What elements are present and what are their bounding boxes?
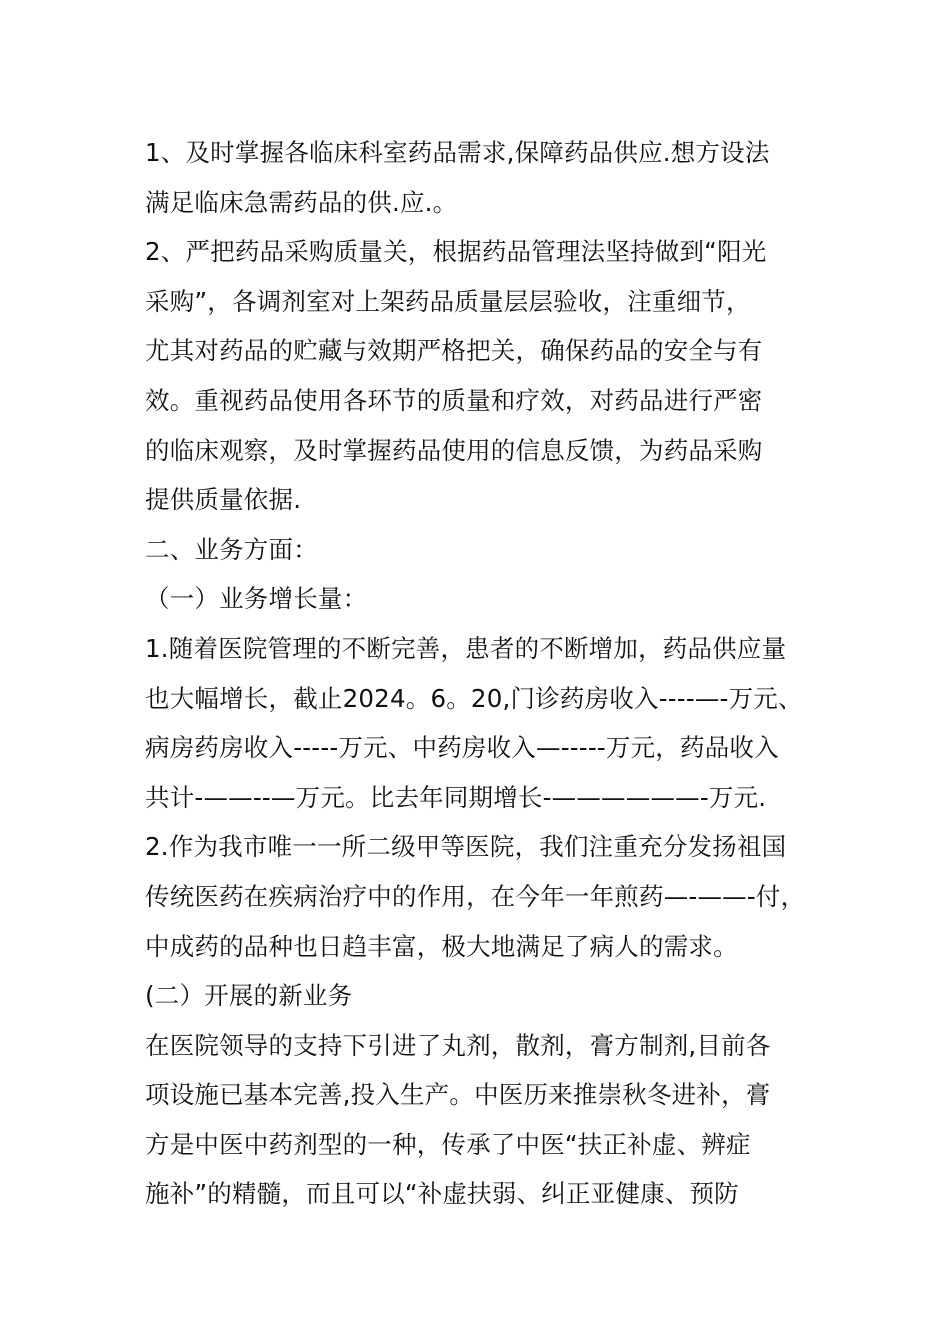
text-line: 2.作为我市唯一一所二级甲等医院，我们注重充分发扬祖国	[145, 832, 787, 862]
text-line: 1、及时掌握各临床科室药品需求,保障药品供应.想方设法	[145, 138, 770, 167]
text-line: 中成药的品种也日趋丰富，极大地满足了病人的需求。	[145, 931, 738, 961]
subsection-heading: （一）业务增长量：	[145, 584, 368, 614]
subsection-heading: (二）开展的新业务	[145, 981, 353, 1011]
text-line: 也大幅增长，截止2024。6。20,门诊药房收入----—-万元、	[145, 683, 803, 713]
text-line: 传统医药在疾病治疗中的作用，在今年一年煎药—-——-付，	[145, 881, 806, 911]
section-heading: 二、业务方面：	[145, 534, 318, 564]
text-line: 满足临床急需药品的供.应.。	[145, 187, 458, 217]
text-line: 提供质量依据.	[145, 485, 302, 515]
text-line: 在医院领导的支持下引进了丸剂，散剂，膏方制剂,目前各	[145, 1030, 771, 1060]
text-line: 尤其对药品的贮藏与效期严格把关，确保药品的安全与有	[145, 336, 763, 366]
text-line: 项设施已基本完善,投入生产。中医历来推崇秋冬进补，膏	[145, 1080, 771, 1110]
text-line: 的临床观察，及时掌握药品使用的信息反馈，为药品采购	[145, 435, 763, 465]
text-line: 病房药房收入-----万元、中药房收入—-----万元，药品收入	[145, 733, 779, 763]
text-line: 2、严把药品采购质量关，根据药品管理法坚持做到“阳光	[145, 237, 767, 267]
text-line: 1.随着医院管理的不断完善，患者的不断增加，药品供应量	[145, 633, 787, 663]
text-line: 方是中医中药剂型的一种，传承了中医“扶正补虚、辨症	[145, 1129, 751, 1159]
text-line: 共计-——--—万元。比去年同期增长-——————-万元.	[145, 782, 767, 812]
text-line: 施补”的精髓，而且可以“补虚扶弱、纠正亚健康、预防	[145, 1179, 739, 1209]
text-line: 采购”，各调剂室对上架药品质量层层验收，注重细节，	[145, 286, 751, 316]
document-body	[145, 128, 820, 1219]
text-line: 效。重视药品使用各环节的质量和疗效，对药品进行严密	[145, 385, 763, 415]
